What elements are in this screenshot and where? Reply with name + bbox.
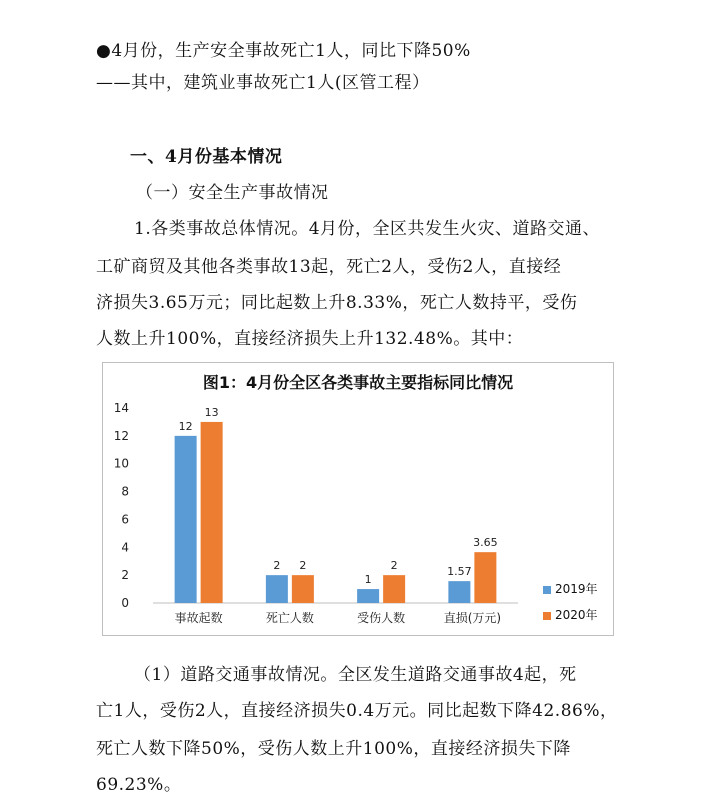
- para2-line: （1）道路交通事故情况。全区发生道路交通事故4起，死: [134, 665, 577, 685]
- data-label: 2: [273, 559, 281, 573]
- data-label: 1: [364, 573, 372, 587]
- chart-title: 图1：4月份全区各类事故主要指标同比情况: [202, 373, 514, 392]
- chart-figure: [102, 362, 614, 636]
- bar-2019年-事故起数: [175, 436, 197, 603]
- summary-line-1: [96, 36, 471, 61]
- bar-2019年-直损(万元): [448, 581, 470, 603]
- legend-item-2020: [543, 606, 598, 623]
- data-label: 13: [204, 405, 219, 419]
- para2-line: 亡1人，受伤2人，直接经济损失0.4万元。同比起数下降42.86%，: [96, 701, 618, 721]
- para1-line: 工矿商贸及其他各类事故13起，死亡2人，受伤2人，直接经: [96, 257, 562, 277]
- y-tick-label: 0: [121, 596, 129, 610]
- bar-chart: [103, 363, 613, 635]
- data-label: 2: [390, 559, 398, 573]
- summary-line-2: ——其中，建筑业事故死亡1人(区管工程）: [96, 73, 430, 93]
- bullet-icon: ●: [96, 41, 112, 61]
- legend-item-2019: [543, 580, 598, 597]
- data-label: 3.65: [473, 536, 498, 550]
- bar-2019年-受伤人数: [357, 589, 379, 603]
- y-tick-label: 14: [113, 401, 129, 415]
- para1-line: 人数上升100%，直接经济损失上升132.48%。其中：: [96, 329, 524, 349]
- bar-2020年-事故起数: [201, 422, 223, 603]
- y-tick-label: 8: [121, 484, 129, 499]
- bar-2019年-死亡人数: [266, 575, 288, 603]
- x-tick-label: 事故起数: [174, 611, 223, 625]
- y-tick-label: 10: [113, 456, 129, 471]
- data-label: 12: [178, 419, 193, 433]
- y-tick-label: 12: [113, 428, 129, 443]
- legend-label-2020: 2020年: [555, 608, 598, 622]
- summary-text-1: 4月份，生产安全事故死亡1人，同比下降50%: [111, 41, 471, 61]
- para1-line: 济损失3.65万元；同比起数上升8.33%，死亡人数持平，受伤: [96, 293, 578, 313]
- section-heading: 一、4月份基本情况: [130, 147, 283, 167]
- x-tick-label: 受伤人数: [357, 611, 406, 625]
- data-label: 2: [299, 559, 307, 573]
- x-tick-label: 直损(万元): [443, 611, 502, 625]
- x-tick-label: 死亡人数: [265, 611, 314, 625]
- bar-2020年-直损(万元): [474, 552, 496, 603]
- bar-2020年-死亡人数: [292, 575, 314, 603]
- y-tick-label: 4: [121, 540, 129, 555]
- y-tick-label: 2: [121, 568, 129, 583]
- section-subheading: （一）安全生产事故情况: [136, 183, 329, 203]
- para1-line: 1.各类事故总体情况。4月份，全区共发生火灾、道路交通、: [134, 219, 601, 239]
- bar-2020年-受伤人数: [383, 575, 405, 603]
- data-label: 1.57: [447, 565, 472, 579]
- legend-swatch-2020: [543, 612, 551, 620]
- para2-line: 死亡人数下降50%，受伤人数上升100%，直接经济损失下降: [96, 739, 571, 759]
- legend-label-2019: 2019年: [555, 582, 598, 596]
- legend-swatch-2019: [543, 586, 551, 594]
- para2-line: 69.23%。: [96, 775, 182, 795]
- y-tick-label: 6: [121, 512, 129, 527]
